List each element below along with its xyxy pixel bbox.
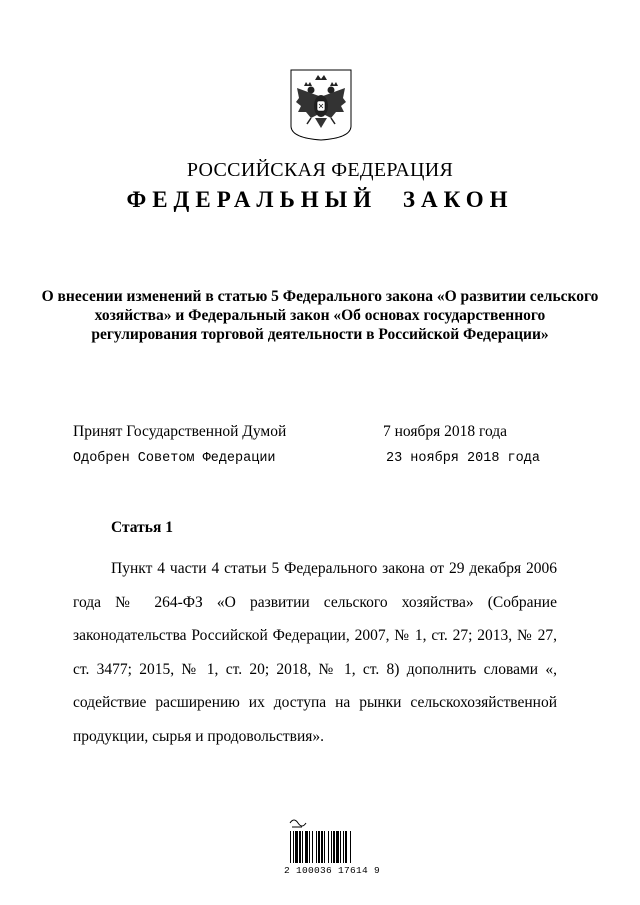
barcode	[284, 815, 384, 881]
law-title: О внесении изменений в статью 5 Федерального закона «О развитии сельского хозяйства» и Федеральный закон «Об основах государственного регулирования торговой деятельности в Российской Федерации»	[41, 288, 599, 343]
council-approval-label: Одобрен Советом Федерации	[73, 451, 276, 466]
article-heading: Статья 1	[111, 519, 173, 536]
document-type: ФЕДЕРАЛЬНЫЙ ЗАКОН	[126, 187, 514, 212]
duma-adoption-date: 7 ноября 2018 года	[383, 423, 508, 440]
barcode-icon	[284, 815, 384, 865]
russian-coat-of-arms-icon	[289, 68, 353, 142]
barcode-number: 2 100036 17614 9	[284, 865, 381, 876]
duma-adoption-label: Принят Государственной Думой	[73, 423, 287, 440]
article-text: Пункт 4 части 4 статьи 5 Федерального закона от 29 декабря 2006 года № 264-ФЗ «О развитии сельского хозяйства» (Собрание законодательства Российской Федерации, 2007, № 1, ст. 27; 2013, № 27, ст. 3477; 2015, № 1, ст. 20; 2018, № 1, ст. 8) дополнить словами «, содействие расширению их доступа на рынки сельскохозяйственной продукции, сырья и продовольствия».	[73, 560, 557, 745]
country-name: РОССИЙСКАЯ ФЕДЕРАЦИЯ	[186, 159, 454, 181]
council-approval-date: 23 ноября 2018 года	[386, 451, 540, 466]
